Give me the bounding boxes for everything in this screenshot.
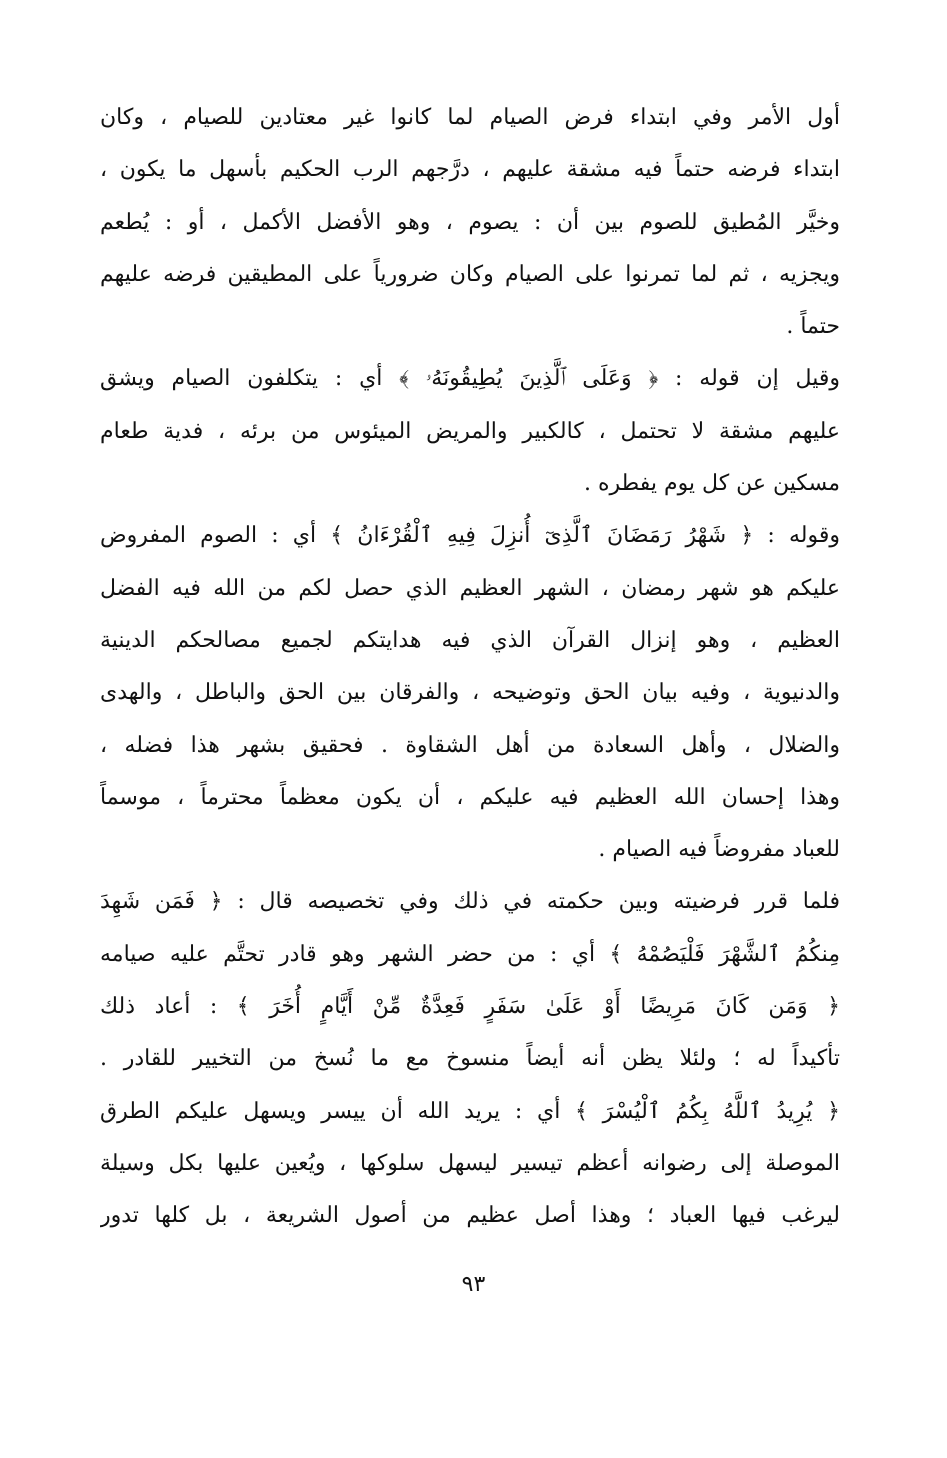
text-line: ليرغب فيها العباد ؛ وهذا أصل عظيم من أصول الشريعة ، بل كلها تدور	[100, 1203, 840, 1229]
text-line: وخيَّر المُطيق للصوم بين أن : يصوم ، وهو الأفضل الأكمل ، أو : يُطعم	[100, 209, 840, 235]
text-line: والضلال ، وأهل السعادة من أهل الشقاوة . فحقيق بشهر هذا فضله ،	[100, 732, 840, 758]
text-line: ويجزيه ، ثم لما تمرنوا على الصيام وكان ضرورياً على المطيقين فرضه عليهم	[100, 261, 840, 287]
text-line: للعباد مفروضاً فيه الصيام .	[598, 837, 840, 863]
text-line: عليكم هو شهر رمضان ، الشهر العظيم الذي حصل لكم من الله فيه الفضل	[100, 575, 840, 601]
text-line: العظيم ، وهو إنزال القرآن الذي فيه هدايتكم لجميع مصالحكم الدينية	[100, 627, 840, 653]
text-line: مسكين عن كل يوم يفطره .	[584, 471, 840, 497]
text-line: فلما قرر فرضيته وبين حكمته في ذلك وفي تخصيصه قال : ﴿ فَمَن شَهِدَ	[100, 889, 840, 915]
body-text	[100, 92, 840, 1243]
text-line: والدنيوية ، وفيه بيان الحق وتوضيحه ، والفرقان بين الحق والباطل ، والهدى	[100, 680, 840, 706]
text-line: وقيل إن قوله : ﴿ وَعَلَى ٱلَّذِينَ يُطِيقُونَهُۥ ﴾ أي : يتكلفون الصيام ويشق	[100, 366, 840, 392]
text-line: وقوله : ﴿ شَهْرُ رَمَضَانَ ٱلَّذِىٓ أُنزِلَ فِيهِ ٱلْقُرْءَانُ ﴾ أي : الصوم المفروض	[100, 523, 840, 549]
text-line: حتماً .	[786, 314, 840, 340]
text-line: الموصلة إلى رضوانه أعظم تيسير ليسهل سلوكها ، ويُعين عليها بكل وسيلة	[100, 1150, 840, 1176]
page-number: ٩٣	[461, 1272, 486, 1297]
text-line: أول الأمر وفي ابتداء فرض الصيام لما كانوا غير معتادين للصيام ، وكان	[100, 105, 840, 130]
text-line: ﴿ يُرِيدُ ٱللَّهُ بِكُمُ ٱلْيُسْرَ ﴾ أي : يريد الله أن ييسر ويسهل عليكم الطرق	[100, 1098, 840, 1124]
text-line: ابتداء فرضه حتماً فيه مشقة عليهم ، درَّجهم الرب الحكيم بأسهل ما يكون ،	[100, 157, 840, 183]
text-line: عليهم مشقة لا تحتمل ، كالكبير والمريض الميئوس من برئه ، فدية طعام	[100, 418, 840, 444]
text-line: وهذا إحسان الله العظيم فيه عليكم ، أن يكون معظماً محترماً ، موسماً	[100, 784, 840, 810]
text-line: مِنكُمُ ٱلشَّهْرَ فَلْيَصُمْهُ ﴾ أي : من حضر الشهر وهو قادر تحتَّم عليه صيامه	[100, 941, 840, 967]
text-line: تأكيداً له ؛ ولئلا يظن أنه أيضاً منسوخ مع ما نُسخ من التخيير للقادر .	[100, 1046, 840, 1072]
text-line: ﴿ وَمَن كَانَ مَرِيضًا أَوْ عَلَىٰ سَفَرٍ فَعِدَّةٌ مِّنْ أَيَّامٍ أُخَرَ ﴾ : أعاد ذلك	[100, 994, 840, 1020]
